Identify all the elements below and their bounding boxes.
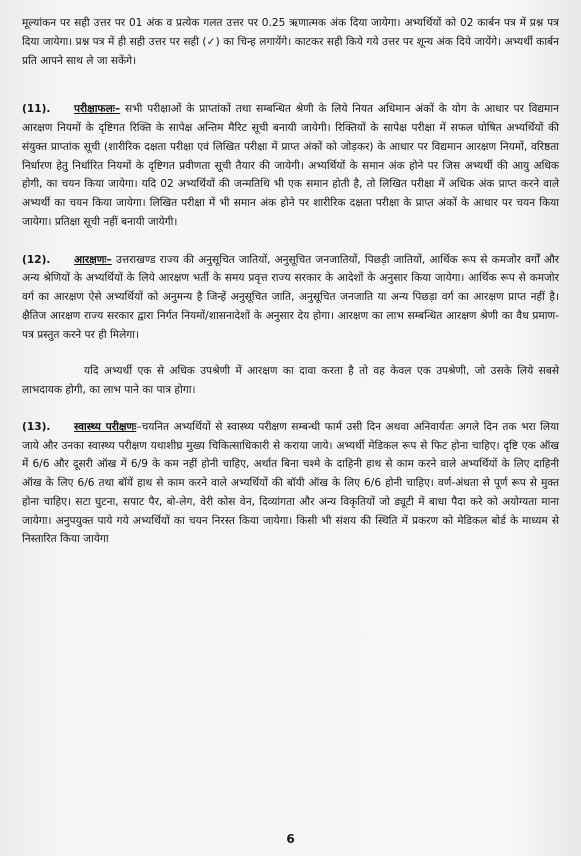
section-text: उत्तराखण्ड राज्य की अनुसूचित जातियों, अनुसूचित जनजातियों, पिछड़ी जातियों, आर्थिक रूप से कमजोर वर्गों और अन्य श्रेणियों के अभ्यर्थियों के लिये आरक्षण भर्ती के समय प्रवृत्त राज्य सरकार के आदेशों के अनुसार किया जायेगा। आर्थिक रूप से कमजोर वर्ग का आरक्षण ऐसे अभ्यर्थियों को अनुमन्य है जिन्हें अनुसूचित जाति, अनुसूचित जनजाति या अन्य पिछड़ा वर्ग का आरक्षण प्राप्त नहीं है। क्षैतिज आरक्षण राज्य सरकार द्वारा निर्गत नियमों/शासनादेशों के अनुसार देय होगा। आरक्षण का लाभ सम्बन्धित आरक्षण श्रेणी का वैध प्रमाण-पत्र प्रस्तुत करने पर ही मिलेगा। — [22, 253, 559, 341]
section-12-subcategory-note — [22, 362, 559, 400]
section-13-health-exam — [22, 418, 559, 549]
paragraph-text: मूल्यांकन पर सही उत्तर पर 01 अंक व प्रत्येक गलत उत्तर पर 0.25 ऋणात्मक अंक दिया जायेगा। अभ्यर्थियों को 02 कार्बन पत्र में प्रश्न पत्र दिया जायेगा। प्रश्न पत्र में ही सही उत्तर पर सही (✓) का चिन्ह लगायेंगे। काटकर सही किये गये उत्तर पर शून्य अंक दिये जायेंगे। अभ्यर्थी कार्बन प्रति आपने साथ ले जा सकेंगे। — [22, 17, 559, 67]
paragraph-evaluation-marking — [22, 14, 559, 70]
paragraph-text: यदि अभ्यर्थी एक से अधिक उपश्रेणी में आरक्षण का दावा करता है तो वह केवल एक उपश्रेणी, जो उसके लिये सबसे लाभदायक होगी, का लाभ पाने का पात्र होगा। — [22, 365, 559, 396]
section-heading: आरक्षणः– — [74, 253, 112, 266]
section-heading: परीक्षाफलः– — [74, 103, 121, 116]
section-number: (11). — [22, 103, 51, 116]
section-number: (13). — [22, 420, 51, 433]
section-12-reservation — [22, 251, 559, 345]
section-number: (12). — [22, 253, 51, 266]
section-11-result — [22, 100, 559, 231]
document-body — [22, 14, 559, 549]
section-text: –चयनित अभ्यर्थियों से स्वास्थ्य परीक्षण सम्बन्धी फार्म उसी दिन अथवा अनिवार्यतः अगले दिन तक भरा लिया जाये और उनका स्वास्थ्य परीक्षण यथाशीघ्र मुख्य चिकित्साधिकारी से कराया जाये। अभ्यर्थी मेडिकल रूप से फिट होना चाहिए। दृष्टि एक ऑख में 6/6 और दूसरी ऑख में 6/9 के कम नहीं होनी चाहिए, अर्थात बिना चश्मे के दाहिनी हाथ से काम करने वाले अभ्यर्थियों के लिए दाहिनी ऑख के लिए 6/6 तथा बॉयें हाथ से काम करने वाले अभ्यर्थियों की बॉयी ऑख के लिए 6/6 होनी चाहिए। वर्ण-अंधता से पूर्ण रूप से मुक्त होना चाहिए। सटा घुटना, सपाट पैर, बो-लेग, वेरी कोस वेन, दिव्यांगता और अन्य विकृतियों जो ड्यूटी में बाधा पैदा करे को अयोग्यता माना जायेगा। अनुपयुक्त पाये गये अभ्यर्थियों का चयन निरस्त किया जायेगा। किसी भी संशय की स्थिति में प्रकरण को मेडिकल बोर्ड के माध्यम से निस्तारित किया जायेगा — [22, 420, 559, 546]
page-number: 6 — [286, 832, 295, 846]
section-heading: स्वास्थ्य परीक्षणः — [74, 420, 137, 433]
section-text: सभी परीक्षाओं के प्राप्तांकों तथा सम्बन्धित श्रेणी के लिये नियत अधिमान अंकों के योग के आधार पर विद्यमान आरक्षण नियमों के दृष्टिगत रिक्ति के सापेक्ष अन्तिम मैरिट सूची बनायी जायेगी। रिक्तियों के सापेक्ष परीक्षा में सफल घोषित अभ्यर्थियों की संयुक्त प्राप्तांक सूची (शारीरिक दक्षता परीक्षा एवं लिखित परीक्षा में प्राप्त अंकों को जोड़कर) के आधार पर विद्यमान आरक्षण नियमों, वरिष्ठता निर्धारण हेतु निर्धारित नियमों के दृष्टिगत प्रवीणता सूची तैयार की जायेगी। अभ्यर्थियों के समान अंक होने पर जिस अभ्यर्थी की आयु अधिक होगी, का चयन किया जायेगा। यदि 02 अभ्यर्थियों की जन्मतिथि भी एक समान होती है, तो लिखित परीक्षा में अधिक अंक प्राप्त करने वाले अभ्यर्थी का चयन किया जायेगा। लिखित परीक्षा में भी समान अंक होने पर शारीरिक दक्षता परीक्षा के प्राप्त अंकों के आधार पर चयन किया जायेगा। प्रतिक्षा सूची नहीं बनायी जायेगी। — [22, 103, 559, 228]
